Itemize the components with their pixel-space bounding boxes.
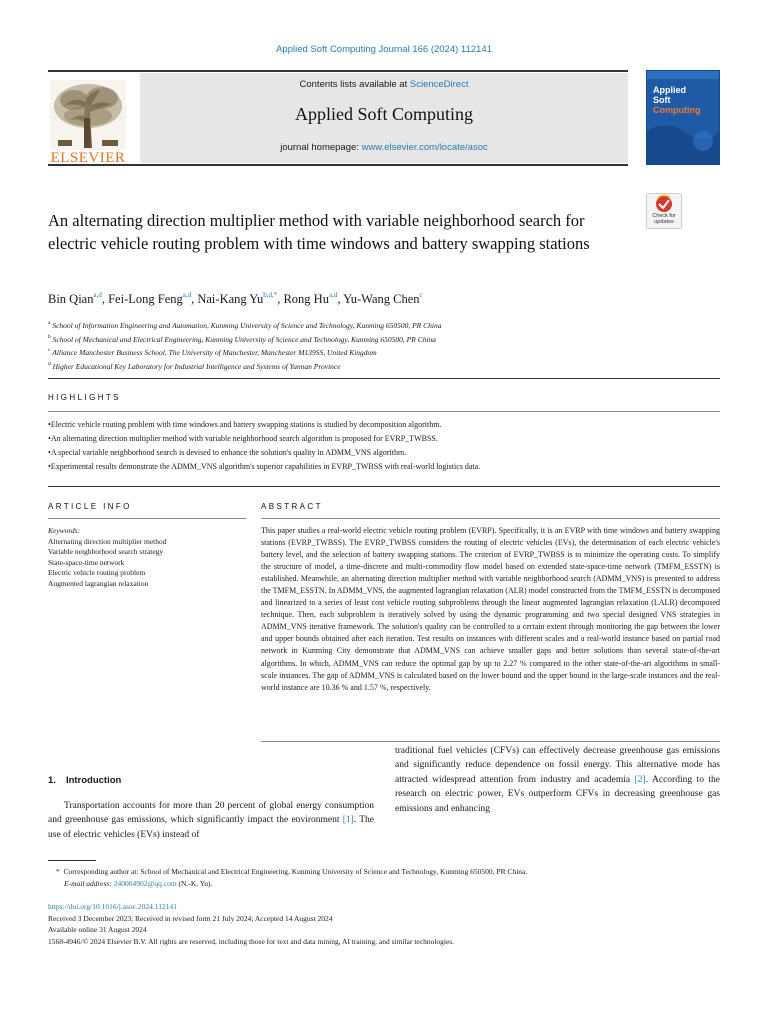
author-name[interactable]: Yu-Wang Chen [343, 292, 420, 306]
citation-link-1[interactable]: [1] [342, 815, 354, 826]
intro-left-column [48, 799, 374, 842]
affiliation-marker: b [48, 333, 51, 340]
footnote-marker: * [56, 867, 60, 876]
cover-title-line-1: Applied [653, 85, 686, 95]
received-dates: Received 3 December 2023; Received in revised form 21 July 2024; Accepted 14 August 2024 [48, 913, 333, 923]
sciencedirect-link[interactable]: ScienceDirect [409, 79, 469, 90]
keyword-item: Augmented lagrangian relaxation [48, 578, 149, 588]
author-affiliation-marker[interactable]: a,d [182, 291, 192, 299]
keyword-item: Variable neighborhood search strategy [48, 547, 164, 557]
highlights-bottom-rule [48, 486, 720, 487]
abstract-bottom-rule [261, 741, 720, 742]
intro-right-text: traditional fuel vehicles (CFVs) can effectively decrease greenhouse gas emissions and significantly reduce dependence on fossil energy. This alternative mode has attracted widespread attention from industry and academia [395, 746, 720, 785]
highlights-label: HIGHLIGHTS [48, 393, 121, 402]
email-label: E-mail address: [64, 879, 112, 888]
article-info-label: ARTICLE INFO [48, 502, 132, 511]
article-footer [48, 901, 720, 947]
paper-title: An alternating direction multiplier method with variable neighborhood search for electric vehicle routing problem with time windows and battery swapping stations [48, 211, 590, 253]
section-title: Introduction [65, 775, 122, 786]
corresponding-author-note [56, 866, 527, 878]
affiliation-list [48, 318, 720, 372]
affiliation-text: School of Information Engineering and Automation, Kunming University of Science and Technology, Kunming 650500, PR China [52, 321, 442, 330]
intro-right-column [395, 744, 720, 816]
email-note [64, 878, 212, 890]
affiliation-marker: d [48, 360, 51, 367]
author[interactable] [343, 292, 423, 306]
affiliation [48, 359, 720, 373]
intro-right-text-2: . According to the research on electric power, EVs outperform CFVs in decreasing greenhouse gas emissions and enhancing [395, 774, 721, 814]
affiliation-marker: a [48, 320, 51, 326]
author-name[interactable]: Fei-Long Feng [108, 292, 183, 306]
abstract-label: ABSTRACT [261, 502, 323, 511]
author[interactable] [283, 292, 337, 306]
abstract-text: This paper studies a real-world electric vehicle routing problem (EVRP). Specifically, it is an EVRP with time windows and battery swapping stations (EVRP_TWBSS). The EVRP_TWBSS considers the routing of electric vehicles (EVs), the determination of each electric vehicle's battery level, and the selection of battery swapping stations. The criterion of EVRP_TWBSS is to minimize the operating costs. To simplify the structure of model, a time-discrete and multi-commodity flow model based on extended state-space-time network (TMFM_ESSTN) is established. Meanwhile, an alternating direction multiplier method with variable neighborhood search (ADMM_VNS) is presented to address the TMFM_ESSTN. In ADMM_VNS, the augmented lagrangian relaxation (ALR) model constructed from the TMFM_ESSTN is decomposed and linearized to a series of least cost vehicle routing subproblems through the linear augmented lagrangian relaxation (LALR) decomposed technique. Then, each subproblem is iteratively solved by using the dynamic programming and two special designed VNS strategies in ADMM_VNS iterative framework. The solution's quality can be controlled to a certain extent through monitoring the gap between the lower and upper bounds obtained after each iteration. Test results on instances with different scales and a real-world instance based on partial road network in Kunming City demonstrate that ADMM_VNS can achieve smaller gaps and better solutions than several state-of-the-art algorithms. In which, ADMM_VNS can reduce the optimal gap by up to 2.27 % compared to the other state-of-the-art algorithms in small-scale instances. The gap of ADMM_VNS is calculated based on the lower bound and the upper bound in the large-scale instances and the real-world instance are 10.36 % and 1.57 %, respectively. [261, 526, 720, 692]
author[interactable] [48, 292, 102, 306]
affiliation [48, 318, 720, 332]
affiliation-text: Higher Educational Key Laboratory for Industrial Intelligence and Systems of Yunnan Province [52, 361, 341, 371]
article-info-rule [48, 518, 246, 519]
homepage-line [140, 142, 628, 153]
author[interactable] [108, 292, 191, 306]
homepage-label: journal homepage: [280, 142, 362, 153]
check-for-updates-label: Check for updates [652, 213, 676, 225]
homepage-link[interactable]: www.elsevier.com/locate/asoc [361, 142, 488, 153]
keywords-heading: Keywords: [48, 526, 81, 535]
cover-title-line-2: Soft [653, 95, 671, 105]
keyword-item: Alternating direction multiplier method [48, 537, 167, 546]
keyword-item: Electric vehicle routing problem [48, 568, 146, 578]
highlight-item: • Electric vehicle routing problem with time windows and battery swapping stations is studied by decomposition algorithm. [48, 418, 720, 432]
citation-link-2[interactable]: [2] [634, 774, 646, 785]
affiliation-text: School of Mechanical and Electrical Engineering, Kunming University of Science and Technology, Kunming 650500, PR China [52, 334, 437, 344]
affiliation-marker: c [48, 347, 51, 353]
highlights-top-rule [48, 378, 720, 379]
section-number: 1. [48, 775, 56, 786]
journal-cover[interactable] [646, 70, 720, 165]
introduction-heading [48, 775, 131, 786]
masthead-banner [140, 73, 628, 163]
author-name[interactable]: Nai-Kang Yu [197, 292, 264, 306]
author-affiliation-marker[interactable]: c [419, 291, 423, 299]
copyright-notice: 1568-4946/© 2024 Elsevier B.V. All rights are reserved, including those for text and data mining, AI training, and similar technologies. [48, 936, 455, 946]
author-affiliation-marker[interactable]: b,d,* [263, 291, 278, 299]
available-online: Available online 31 August 2024 [48, 925, 147, 934]
contents-prefix: Contents lists available at [299, 79, 410, 90]
affiliation-text: Alliance Manchester Business School, The University of Manchester, Manchester M139SS, United Kingdom [52, 348, 377, 357]
author-list: Bin Qian$^{a,d}$, Fei-Long Feng$^{a,d}$, Nai-Kang $Yu^{b,d,*}$, Rong Hu$^{a,d}$, Yu-Wang Chen$^c$ [48, 291, 423, 306]
author-name[interactable]: Rong Hu [283, 292, 329, 306]
masthead-bottom-rule [48, 164, 628, 166]
contents-line [140, 79, 628, 90]
journal-reference[interactable]: Applied Soft Computing Journal 166 (2024) 112141 [276, 44, 492, 55]
highlights-list [48, 418, 720, 474]
author-affiliation-marker[interactable]: a,d [328, 291, 338, 299]
doi-link[interactable]: https://doi.org/10.1016/j.asoc.2024.112141 [48, 902, 177, 911]
keyword-item: State-space-time network [48, 557, 125, 567]
author[interactable] [197, 292, 277, 306]
keywords-list [48, 537, 167, 589]
abstract-rule [261, 518, 720, 519]
intro-left-text: Transportation accounts for more than 20 percent of global energy consumption and greenhouse gas emissions, which significantly impact the environment [48, 801, 374, 826]
highlight-item: • Experimental results demonstrate the ADMM_VNS algorithm's superior capabilities in EVRP_TWBSS with real-world logistics data. [48, 460, 720, 474]
masthead-top-rule [48, 70, 628, 72]
intro-left-text-2: . The use of electric vehicles (EVs) instead of [48, 815, 374, 840]
affiliation [48, 345, 720, 359]
email-link[interactable]: 240004902@qq.com [113, 879, 177, 888]
author-affiliation-marker[interactable]: a,d [93, 291, 102, 299]
publisher-wordmark: ELSEVIER [50, 150, 126, 166]
affiliation [48, 332, 720, 346]
journal-name: Applied Soft Computing [294, 104, 473, 124]
email-suffix: (N.-K. Yu). [176, 879, 213, 888]
footnote-rule [48, 860, 96, 861]
cover-title [653, 85, 701, 115]
cover-title-line-3: Computing [653, 105, 701, 115]
highlight-item: • A special variable neighborhood search is devised to enhance the solution's quality in ADMM_VNS algorithm. [48, 446, 720, 460]
highlights-divider [48, 411, 720, 412]
highlight-item: • An alternating direction multiplier method with variable neighborhood search algorithm is proposed for EVRP_TWBSS. [48, 432, 720, 446]
corresponding-text: Corresponding author at: School of Mechanical and Electrical Engineering, Kunming University of Science and Technology, Kunming 650500, PR China. [63, 867, 528, 876]
author-name[interactable]: Bin Qian [48, 292, 94, 306]
